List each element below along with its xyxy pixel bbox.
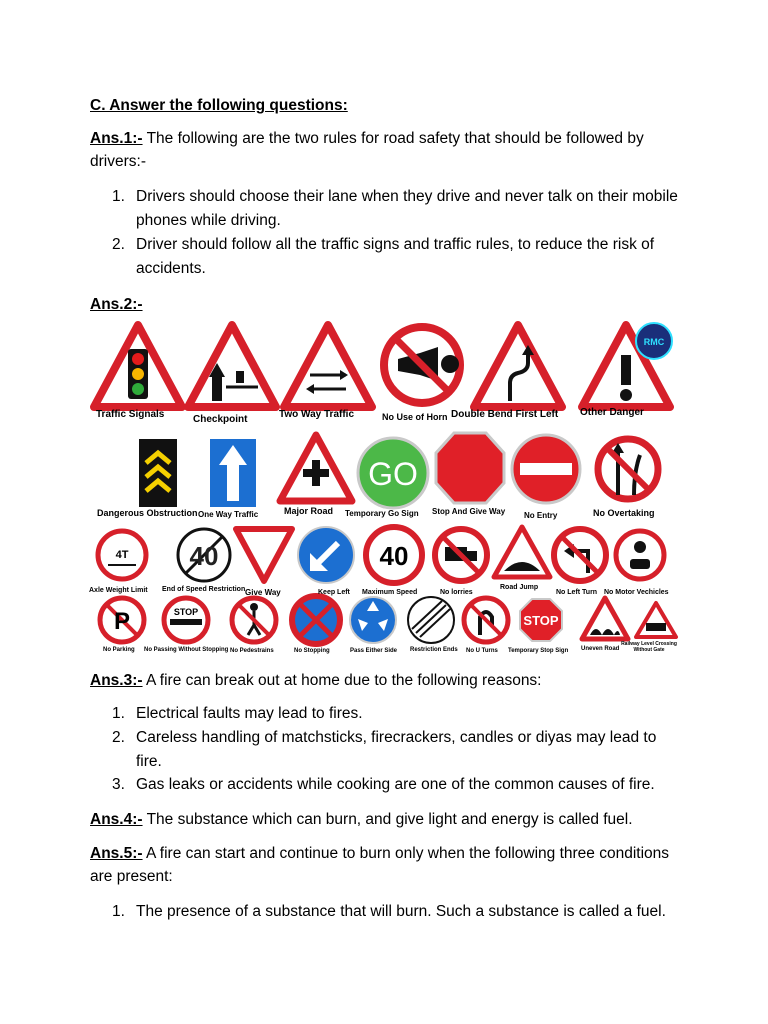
- ans4-label: Ans.4:-: [90, 811, 143, 828]
- list-item: [112, 702, 682, 726]
- restriction-ends-sign: [408, 597, 454, 643]
- sign-label: Double Bend First Left: [451, 409, 559, 420]
- list-text: Driver should follow all the traffic signs and traffic rules, to reduce the risk of accidents.: [136, 236, 655, 277]
- ans5-intro: A fire can start and continue to burn only when the following three conditions are present:: [90, 845, 670, 885]
- list-text: Careless handling of matchsticks, firecrackers, candles or diyas may lead to fire.: [136, 729, 657, 770]
- ans1-label: Ans.1:-: [90, 130, 143, 147]
- dangerous-obstruction-sign: [139, 439, 177, 507]
- sign-label: Checkpoint: [193, 414, 248, 425]
- keep-left-sign: [298, 527, 354, 583]
- give-way-sign: [236, 529, 292, 581]
- major-road-sign: [280, 435, 352, 501]
- no-pedestrians-sign: [232, 598, 276, 642]
- stop2-text: STOP: [523, 613, 559, 628]
- no-use-of-horn-sign: [384, 327, 460, 403]
- ans5-label: Ans.5:-: [90, 845, 143, 862]
- sign-label: Axle Weight Limit: [89, 587, 148, 594]
- list-item: [112, 900, 682, 924]
- ans1-paragraph: [90, 127, 690, 173]
- stop-and-give-way-sign: [436, 433, 504, 503]
- sign-label: No Passing Without Stopping: [144, 647, 229, 653]
- list-text: Electrical faults may lead to fires.: [136, 705, 363, 722]
- ans5-paragraph: [90, 842, 690, 888]
- sign-label: No Pedestrains: [230, 648, 274, 654]
- ans3-intro: A fire can break out at home due to the following reasons:: [146, 672, 542, 689]
- no-left-turn-sign: [554, 529, 606, 581]
- go-text: GO: [368, 456, 418, 492]
- sign-label: Uneven Road: [581, 646, 620, 652]
- section-heading: C. Answer the following questions:: [90, 97, 348, 114]
- sign-label: Give Way: [245, 588, 281, 597]
- list-item: [112, 773, 682, 797]
- sign-label: Dangerous Obstruction: [97, 508, 198, 518]
- sign-label: Pass Either Side: [350, 648, 398, 654]
- sign-label: No lorries: [440, 589, 473, 596]
- uneven-road-sign: [582, 598, 628, 639]
- max-speed-text: 40: [379, 541, 409, 571]
- one-way-traffic-sign: [210, 439, 256, 507]
- list-text: Gas leaks or accidents while cooking are one of the common causes of fire.: [136, 776, 655, 793]
- ans4-text: The substance which can burn, and give light and energy is called fuel.: [146, 811, 633, 828]
- sign-label: No Entry: [524, 511, 558, 520]
- sign-label: Major Road: [284, 506, 334, 516]
- sign-label: No U Turns: [466, 648, 498, 654]
- road-jump-sign: [494, 527, 550, 577]
- end-speed-text: 40: [189, 541, 219, 571]
- traffic-signals-sign: [94, 325, 182, 407]
- sign-label: Restriction Ends: [410, 647, 458, 653]
- no-lorries-sign: [435, 529, 487, 581]
- sign-label: Two Way Traffic: [279, 409, 355, 420]
- list-number: 1.: [112, 188, 125, 205]
- list-number: 2.: [112, 729, 125, 746]
- sign-label: No Use of Horn: [382, 412, 448, 422]
- list-number: 3.: [112, 776, 125, 793]
- other-danger-sign: [582, 323, 672, 407]
- list-number: 1.: [112, 903, 125, 920]
- sign-label: No Parking: [103, 647, 135, 653]
- ans3-label: Ans.3:-: [90, 672, 143, 689]
- road-signs-chart: [0, 315, 768, 660]
- list-number: 1.: [112, 705, 125, 722]
- pass-either-side-sign: [350, 597, 396, 643]
- list-text: The presence of a substance that will burn. Such a substance is called a fuel.: [136, 903, 666, 920]
- sign-label: No Motor Vechicles: [604, 589, 669, 596]
- no-overtaking-sign: [598, 439, 658, 499]
- parking-text: P: [113, 608, 131, 635]
- list-item: [112, 185, 682, 233]
- ans1-intro: The following are the two rules for road safety that should be followed by drivers:-: [90, 130, 644, 170]
- two-way-traffic-sign: [284, 325, 372, 407]
- sign-label: Other Danger: [580, 407, 644, 418]
- axle-weight-text: 4T: [115, 549, 129, 561]
- sign-label: No Stopping: [294, 648, 330, 654]
- no-u-turns-sign: [464, 598, 508, 642]
- ans4-paragraph: [90, 808, 690, 831]
- sign-label: Temporary Stop Sign: [508, 648, 569, 654]
- list-item: [112, 726, 682, 774]
- no-motor-vehicles-sign: [616, 531, 664, 579]
- checkpoint-sign: [188, 325, 276, 407]
- sign-label: Keep Left: [318, 589, 350, 596]
- sign-label: No Left Turn: [556, 589, 598, 596]
- railway-level-crossing-sign: [636, 603, 676, 637]
- sign-label: End of Speed Restriction: [162, 586, 246, 593]
- ans3-paragraph: [90, 669, 690, 692]
- ans2-label: Ans.2:-: [90, 296, 143, 313]
- list-text: Drivers should choose their lane when they drive and never talk on their mobile phones while driving.: [136, 188, 678, 229]
- stop1-text: STOP: [173, 607, 199, 617]
- sign-label: One Way Traffic: [198, 510, 259, 519]
- list-number: 2.: [112, 236, 125, 253]
- sign-label: Maximum Speed: [362, 589, 418, 596]
- sign-label: Railway Level Crossing Without Gate: [621, 641, 677, 653]
- no-stopping-sign: [292, 596, 340, 644]
- list-item: [112, 233, 682, 281]
- no-entry-sign: [512, 435, 580, 503]
- sign-label: Stop And Give Way: [432, 507, 506, 516]
- sign-label: Temporary Go Sign: [345, 509, 419, 518]
- logo-text: RMC: [643, 337, 665, 347]
- sign-label: Traffic Signals: [96, 409, 165, 420]
- sign-label: No Overtaking: [593, 508, 655, 518]
- double-bend-sign: [474, 325, 562, 407]
- sign-label: Road Jump: [500, 584, 539, 591]
- no-passing-without-stopping-sign: [164, 598, 208, 642]
